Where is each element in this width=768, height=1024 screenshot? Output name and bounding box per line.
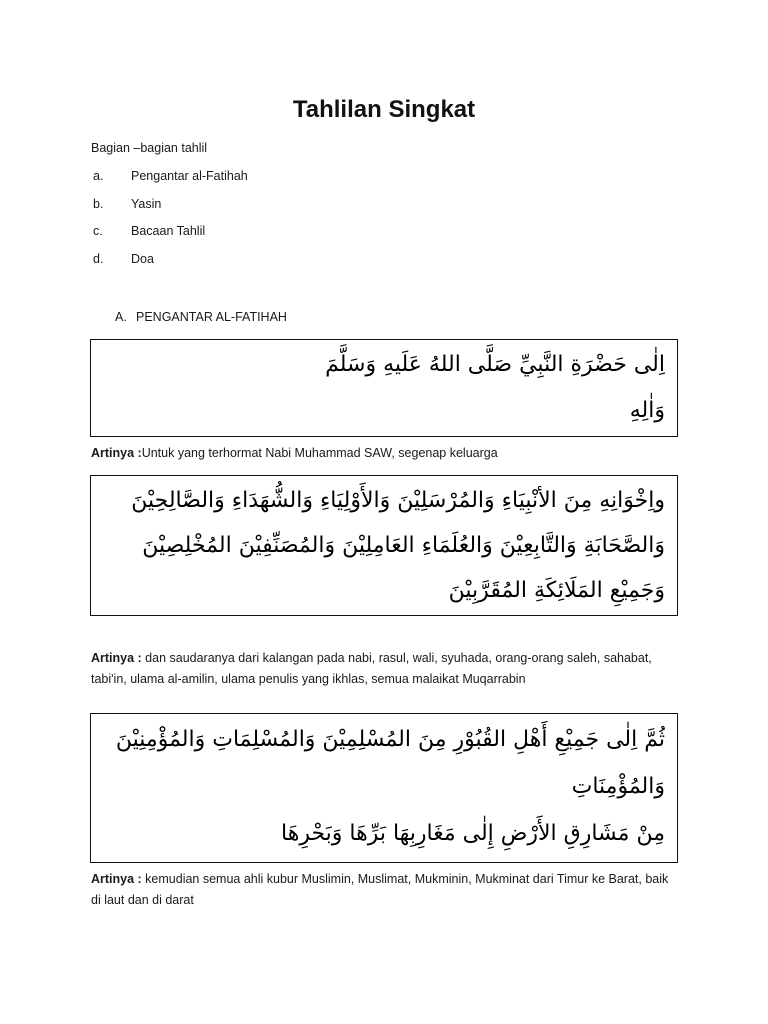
- arabic-line: اِلٰى حَضْرَةِ النَّبِيِّ صَلَّى اللهُ عَلَيهِ وَسَلَّمَ: [325, 352, 665, 377]
- arabic-line: وَجَمِيْعِ المَلَائِكَةِ المُقَرَّبِيْنَ: [448, 578, 665, 603]
- list-marker: d.: [93, 252, 104, 267]
- list-item-label: Pengantar al-Fatihah: [131, 169, 248, 183]
- arabic-line: مِنْ مَشَارِقِ الأَرْضِ إِلٰى مَغَارِبِهَا بَرِّهَا وَبَحْرِهَا: [281, 821, 665, 846]
- page-title: Tahlilan Singkat: [292, 96, 476, 123]
- list-item-label: Doa: [131, 252, 154, 267]
- arabic-text-box: [90, 339, 678, 437]
- artinya-label: Artinya :: [91, 446, 142, 460]
- arabic-line: وَالمُؤْمِنَاتِ: [571, 774, 665, 799]
- arabic-line: واِخْوَانِهِ مِنَ الأنْبِيَاءِ وَالمُرْسَلِيْنَ وَالأَوْلِيَاءِ وَالشُّهَدَاءِ وَالصَّالِحِيْنَ: [131, 488, 665, 513]
- list-marker: c.: [93, 224, 103, 239]
- list-marker: b.: [93, 196, 104, 211]
- arabic-text-box: [90, 713, 678, 863]
- translation-text: dan saudaranya dari kalangan pada nabi, rasul, wali, syuhada, orang-orang saleh, sahabat, tabi'in, ulama al-amilin, ulama penulis yang ikhlas, semua malaikat Muqarrabin: [91, 651, 652, 686]
- list-marker: a.: [93, 169, 104, 183]
- artinya-label: Artinya :: [91, 872, 142, 886]
- list-item-label: Bacaan Tahlil: [131, 224, 206, 239]
- arabic-text-box: [90, 475, 678, 616]
- translation: [91, 443, 681, 464]
- artinya-label: Artinya :: [91, 651, 142, 665]
- section-marker: A.: [115, 310, 127, 324]
- arabic-line: ثُمَّ اِلٰى جَمِيْعِ أَهْلِ القُبُوْرِ مِنَ المُسْلِمِيْنَ وَالمُسْلِمَاتِ وَالمُؤْمِنِيْنَ: [115, 727, 665, 752]
- intro-text: Bagian –bagian tahlil: [91, 141, 208, 155]
- list-item-label: Yasin: [131, 196, 162, 211]
- translation-text: Untuk yang terhormat Nabi Muhammad SAW, segenap keluarga: [141, 446, 498, 460]
- translation-text: kemudian semua ahli kubur Muslimin, Muslimat, Mukminin, Mukminat dari Timur ke Barat, baik di laut dan di darat: [91, 872, 669, 907]
- arabic-line: وَاٰلِهِ: [629, 398, 665, 423]
- arabic-line: وَالصَّحَابَةِ وَالتَّابِعِيْنَ وَالعُلَمَاءِ العَامِلِيْنَ وَالمُصَنِّفِيْنَ المُخْلِصِيْنَ: [142, 533, 665, 558]
- translation: [91, 869, 681, 911]
- section-label: PENGANTAR AL-FATIHAH: [136, 310, 287, 324]
- translation: [91, 648, 681, 690]
